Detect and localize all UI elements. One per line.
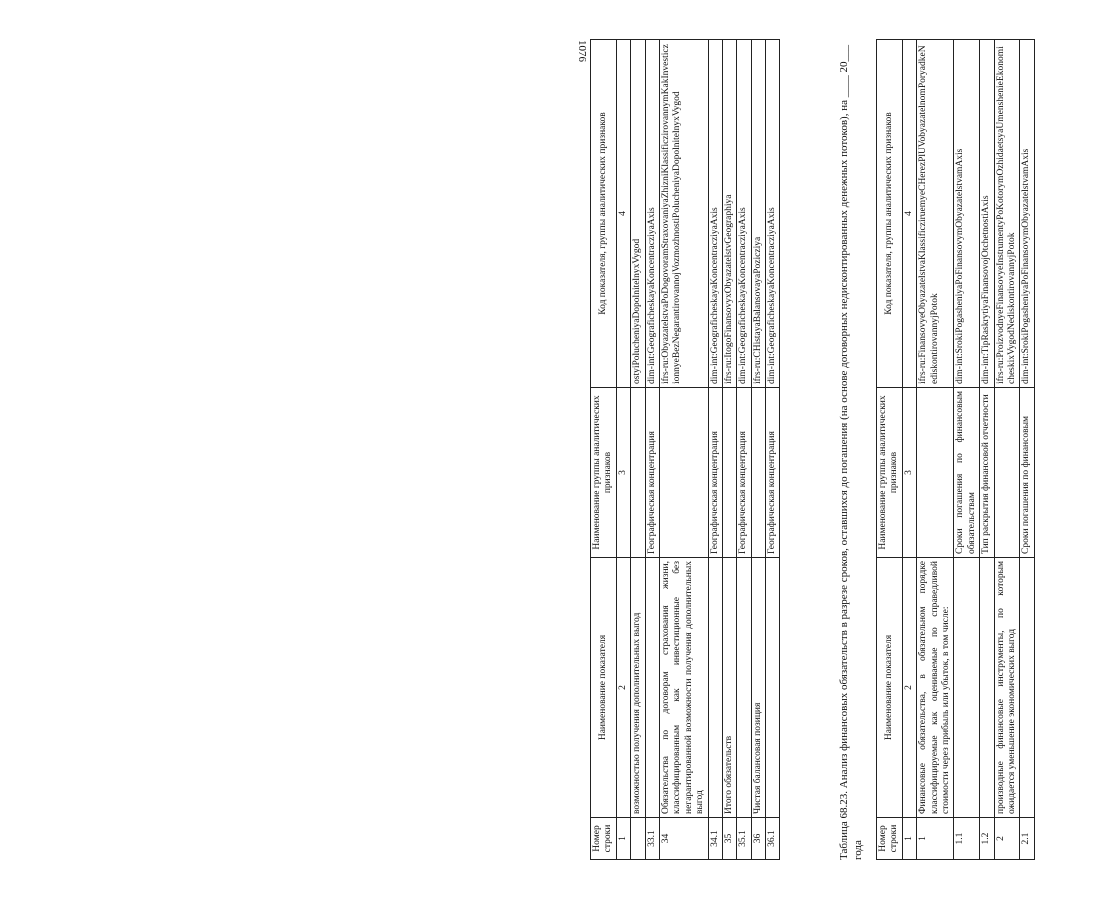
- group-name: [722, 388, 736, 558]
- indicator-name: Финансовые обязательства, в обязательном порядке классифицируемые как оцениваемые по справедливой стоимости через прибыль или убыток, в том числе:: [917, 558, 954, 818]
- indicator-name: [708, 558, 722, 818]
- table-maturity-analysis: [876, 39, 1035, 860]
- indicator-name: [766, 558, 780, 818]
- row-number: 2: [994, 818, 1020, 860]
- header-row-number: Номер строки: [591, 818, 617, 860]
- group-name: [917, 388, 954, 558]
- table-geographic-concentration: [590, 39, 780, 860]
- table-row: [708, 40, 722, 860]
- column-number: 3: [902, 388, 916, 558]
- table-row: [766, 40, 780, 860]
- column-number: 4: [902, 40, 916, 388]
- table-row: [751, 40, 765, 860]
- group-name: [751, 388, 765, 558]
- group-name: Географическая концентрация: [737, 388, 751, 558]
- header-indicator-name: Наименование показателя: [877, 558, 903, 818]
- indicator-name: [1020, 558, 1034, 818]
- header-code: Код показателя, группы аналитических признаков: [877, 40, 903, 388]
- indicator-code: dim-int:GeograficheskayaKoncentracziyaAxis: [766, 40, 780, 388]
- row-number: 35: [722, 818, 736, 860]
- row-number: 36.1: [766, 818, 780, 860]
- indicator-code: ifrs-ru:ProizvodnyeFinansovyeInstrumentyPoKotorymOzhidaetsyaUmenshenieEkonomicheskixVygodNediskontirovannyjPotok: [994, 40, 1020, 388]
- header-group-name: Наименование группы аналитических признаков: [877, 388, 903, 558]
- indicator-name: [980, 558, 994, 818]
- table-row: [917, 40, 954, 860]
- table-row: [631, 40, 645, 860]
- rotated-content: [580, 20, 1120, 860]
- header-indicator-name: Наименование показателя: [591, 558, 617, 818]
- column-number: 4: [616, 40, 630, 388]
- indicator-code: dim-int:SrokiPogasheniyaPoFinansovymObyazatelstvamAxis: [1020, 40, 1034, 388]
- group-name: Географическая концентрация: [708, 388, 722, 558]
- table-row: [659, 40, 708, 860]
- group-name: Тип раскрытия финансовой отчетности: [980, 388, 994, 558]
- group-name: Географическая концентрация: [645, 388, 659, 558]
- indicator-code: dim-int:GeograficheskayaKoncentracziyaAxis: [708, 40, 722, 388]
- indicator-code: ifrs-ru:FinansovyeObyazatelstvaKlassificziruemyeCHerezPlUVobyazatelnomPoryadkeNediskontirovannyjPotok: [917, 40, 954, 388]
- row-number: 33.1: [645, 818, 659, 860]
- column-number: 3: [616, 388, 630, 558]
- row-number: 2.1: [1020, 818, 1034, 860]
- indicator-name: возможностью получения дополнительных выгод: [631, 558, 645, 818]
- column-number: 2: [902, 558, 916, 818]
- indicator-code: ostyiPolucheniyaDopolnitelnyxVygod: [631, 40, 645, 388]
- row-number: 34.1: [708, 818, 722, 860]
- group-name: Сроки погашения по финансовым: [1020, 388, 1034, 558]
- indicator-code: ifrs-ru:CHistayaBalansovayaPozicziya: [751, 40, 765, 388]
- table-row: [645, 40, 659, 860]
- indicator-name: Чистая балансовая позиция: [751, 558, 765, 818]
- header-row-number: Номер строки: [877, 818, 903, 860]
- table-header-row: [877, 40, 903, 860]
- group-name: Сроки погашения по финансовым обязательствам: [954, 388, 980, 558]
- indicator-code: dim-int:SrokiPogasheniyaPoFinansovymObyazatelstvamAxis: [954, 40, 980, 388]
- header-group-name: Наименование группы аналитических признаков: [591, 388, 617, 558]
- header-code: Код показателя, группы аналитических признаков: [591, 40, 617, 388]
- page-number: 1076: [576, 40, 588, 62]
- row-number: [631, 818, 645, 860]
- indicator-name: [954, 558, 980, 818]
- indicator-code: ifrs-ru:ObyazatelstvaPoDogovoramStraxovaniyaZhizniKlassificzirovannymKakInvesticzionnyeBezNegarantirovannojVozmozhnostiPolucheniyaDopolnitelnyxVygod: [659, 40, 708, 388]
- table-row: [1020, 40, 1034, 860]
- row-number: 1: [917, 818, 954, 860]
- row-number: 1.2: [980, 818, 994, 860]
- indicator-code: dim-int:GeograficheskayaKoncentracziyaAxis: [737, 40, 751, 388]
- table-caption: Таблица 68.23. Анализ финансовых обязательств в разрезе сроков, оставшихся до погашения (на основе договорных недисконтированных денежных потоков), на ____ 20___ года: [838, 45, 864, 860]
- table-row: [722, 40, 736, 860]
- group-name: [994, 388, 1020, 558]
- indicator-name: [737, 558, 751, 818]
- table-row: [737, 40, 751, 860]
- row-number: 36: [751, 818, 765, 860]
- column-number: 1: [902, 818, 916, 860]
- indicator-name: Итого обязательств: [722, 558, 736, 818]
- indicator-code: dim-int:GeograficheskayaKoncentracziyaAxis: [645, 40, 659, 388]
- table-row: [994, 40, 1020, 860]
- table-header-row: [591, 40, 617, 860]
- group-name: [659, 388, 708, 558]
- table-row: [980, 40, 994, 860]
- column-number: 1: [616, 818, 630, 860]
- indicator-name: производные финансовые инструменты, по которым ожидается уменьшение экономических выгод: [994, 558, 1020, 818]
- indicator-name: Обязательства по договорам страхования жизни, классифицированным как инвестиционные без негарантированной возможности получения дополнительных выгод: [659, 558, 708, 818]
- column-number: 2: [616, 558, 630, 818]
- column-number-row: [902, 40, 916, 860]
- indicator-code: dim-int:TipRaskrytiyaFinansovojOtchetnostiAxis: [980, 40, 994, 388]
- indicator-code: ifrs-ru:ItogoFinansovyxObyazatelstvGeographiya: [722, 40, 736, 388]
- table-row: [954, 40, 980, 860]
- indicator-name: [645, 558, 659, 818]
- row-number: 34: [659, 818, 708, 860]
- row-number: 1.1: [954, 818, 980, 860]
- group-name: Географическая концентрация: [766, 388, 780, 558]
- row-number: 35.1: [737, 818, 751, 860]
- column-number-row: [616, 40, 630, 860]
- group-name: [631, 388, 645, 558]
